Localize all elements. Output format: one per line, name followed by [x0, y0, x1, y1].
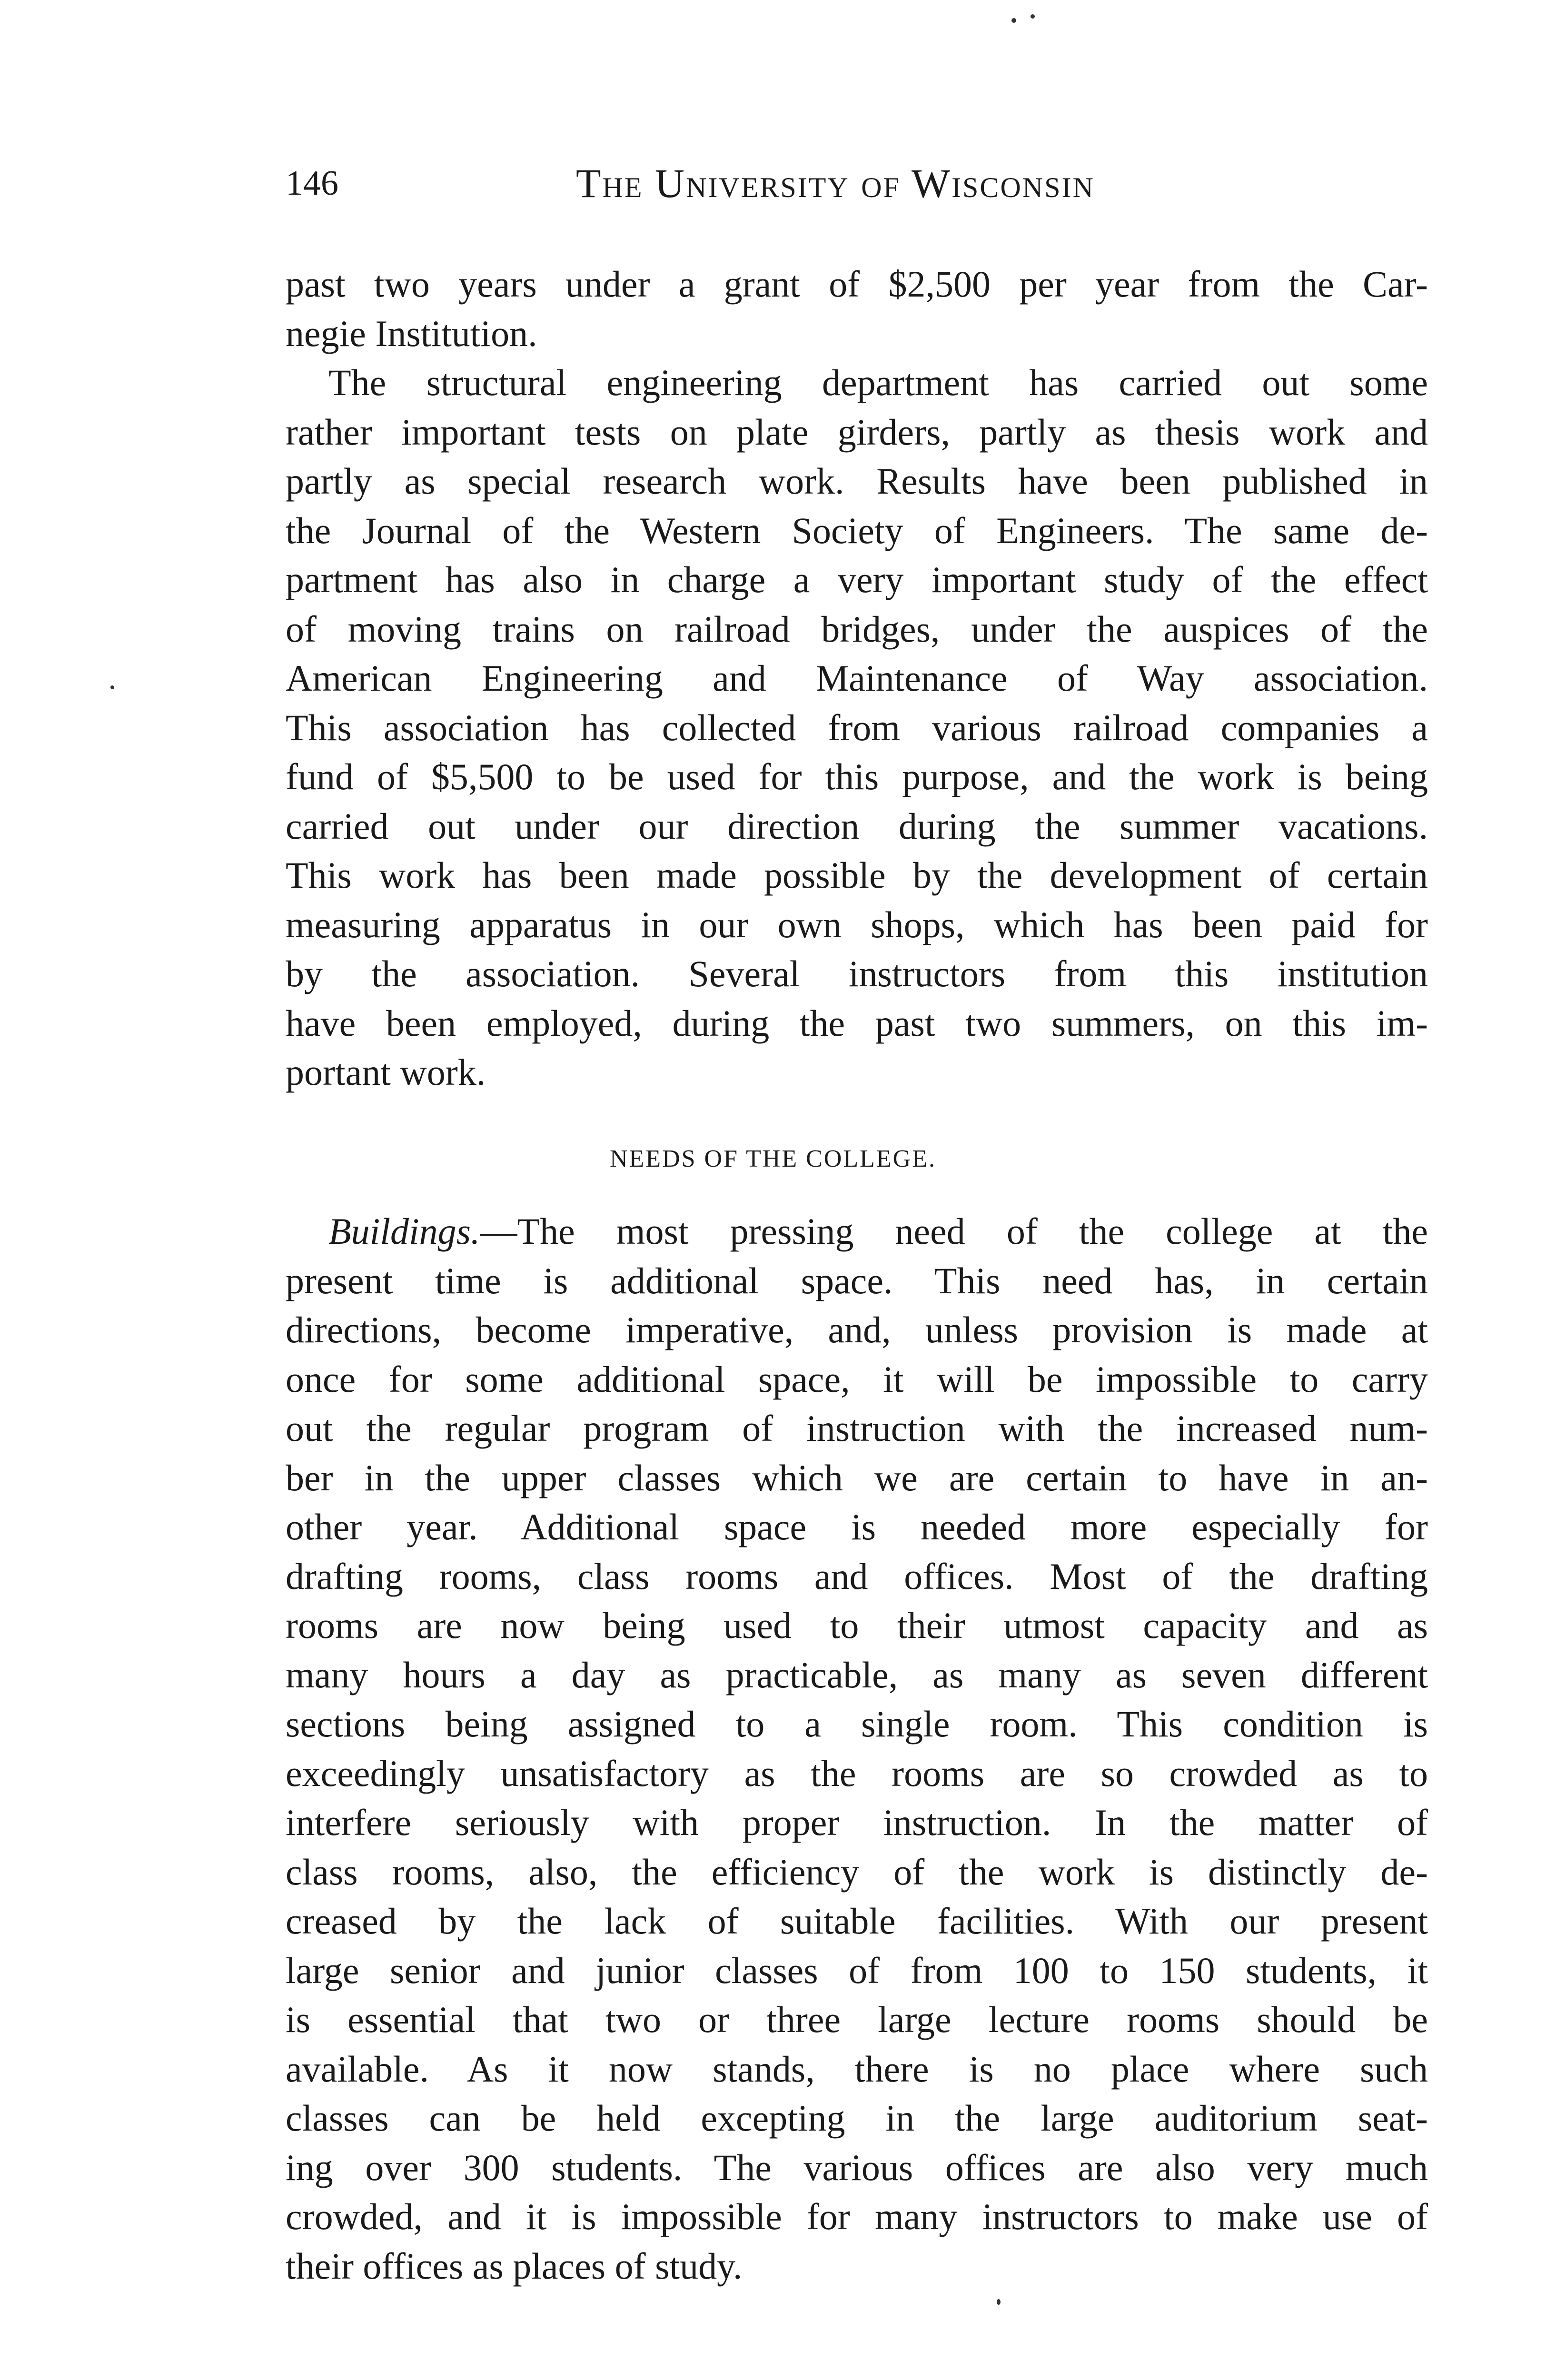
scan-speck	[1031, 14, 1035, 19]
text-line: class rooms, also, the efficiency of the work is distinctly de-	[286, 1851, 1428, 1893]
text-line: This association has collected from various railroad companies a	[286, 706, 1428, 748]
text-line: American Engineering and Maintenance of Way association.	[286, 657, 1428, 699]
page-number: 146	[286, 164, 338, 203]
text-line: creased by the lack of suitable facilities. With our present	[286, 1900, 1428, 1942]
text-line: interfere seriously with proper instruction. In the matter of	[286, 1802, 1428, 1843]
book-title: The University of Wisconsin	[576, 160, 1095, 206]
text-line: carried out under our direction during the summer vacations.	[286, 805, 1428, 847]
scan-speck	[110, 685, 114, 689]
text-line: classes can be held excepting in the large auditorium seat-	[286, 2097, 1428, 2139]
text-line: of moving trains on railroad bridges, under the auspices of the	[286, 608, 1428, 650]
text-line: sections being assigned to a single room. This condition is	[286, 1703, 1428, 1745]
text-line: by the association. Several instructors from this institution	[286, 953, 1428, 994]
text-line: partly as special research work. Results have been published in	[286, 460, 1428, 502]
text-line: past two years under a grant of $2,500 per year from the Car-	[286, 263, 1428, 305]
text-line: portant work.	[286, 1051, 486, 1093]
text-line: drafting rooms, class rooms and offices. Most of the drafting	[286, 1555, 1428, 1597]
body-text-lower	[286, 1207, 1428, 2291]
text-line: is essential that two or three large lecture rooms should be	[286, 1999, 1428, 2040]
text-line: once for some additional space, it will be impossible to carry	[286, 1358, 1428, 1400]
body-text-upper	[286, 259, 1428, 1097]
text-line: many hours a day as practicable, as many as seven different	[286, 1654, 1428, 1696]
first-line-rest: —The most pressing need of the college at the	[480, 1210, 1428, 1252]
text-line-first	[286, 1207, 1428, 1256]
lead-in-italic: Buildings.	[328, 1210, 480, 1252]
text-line: directions, become imperative, and, unless provision is made at	[286, 1309, 1428, 1350]
text-line: rather important tests on plate girders, partly as thesis work and	[286, 411, 1428, 453]
text-line: available. As it now stands, there is no place where such	[286, 2048, 1428, 2090]
scan-speck	[997, 2299, 1001, 2305]
text-line: the Journal of the Western Society of Engineers. The same de-	[286, 509, 1428, 551]
text-line: This work has been made possible by the development of certain	[286, 854, 1428, 896]
text-line: fund of $5,500 to be used for this purpose, and the work is being	[286, 756, 1428, 797]
text-line: their offices as places of study.	[286, 2245, 743, 2287]
text-line: large senior and junior classes of from 100 to 150 students, it	[286, 1949, 1428, 1991]
text-line: present time is additional space. This need has, in certain	[286, 1259, 1428, 1301]
section-heading: NEEDS OF THE COLLEGE.	[609, 1145, 936, 1172]
text-line: have been employed, during the past two summers, on this im-	[286, 1002, 1428, 1044]
text-line: other year. Additional space is needed more especially for	[286, 1506, 1428, 1547]
text-line: exceedingly unsatisfactory as the rooms are so crowded as to	[286, 1752, 1428, 1794]
text-line: The structural engineering department has carried out some	[328, 362, 1428, 403]
text-line: ber in the upper classes which we are certain to have in an-	[286, 1457, 1428, 1498]
text-line: out the regular program of instruction with the increased num-	[286, 1408, 1428, 1449]
text-line: negie Institution.	[286, 312, 537, 354]
running-head	[286, 157, 1428, 209]
text-line: crowded, and it is impossible for many instructors to make use of	[286, 2196, 1428, 2237]
scan-speck	[1011, 18, 1016, 23]
text-line: rooms are now being used to their utmost capacity and as	[286, 1605, 1428, 1646]
text-line: ing over 300 students. The various offices are also very much	[286, 2146, 1428, 2188]
text-line: measuring apparatus in our own shops, which has been paid for	[286, 903, 1428, 945]
text-line: partment has also in charge a very important study of the effect	[286, 559, 1428, 600]
